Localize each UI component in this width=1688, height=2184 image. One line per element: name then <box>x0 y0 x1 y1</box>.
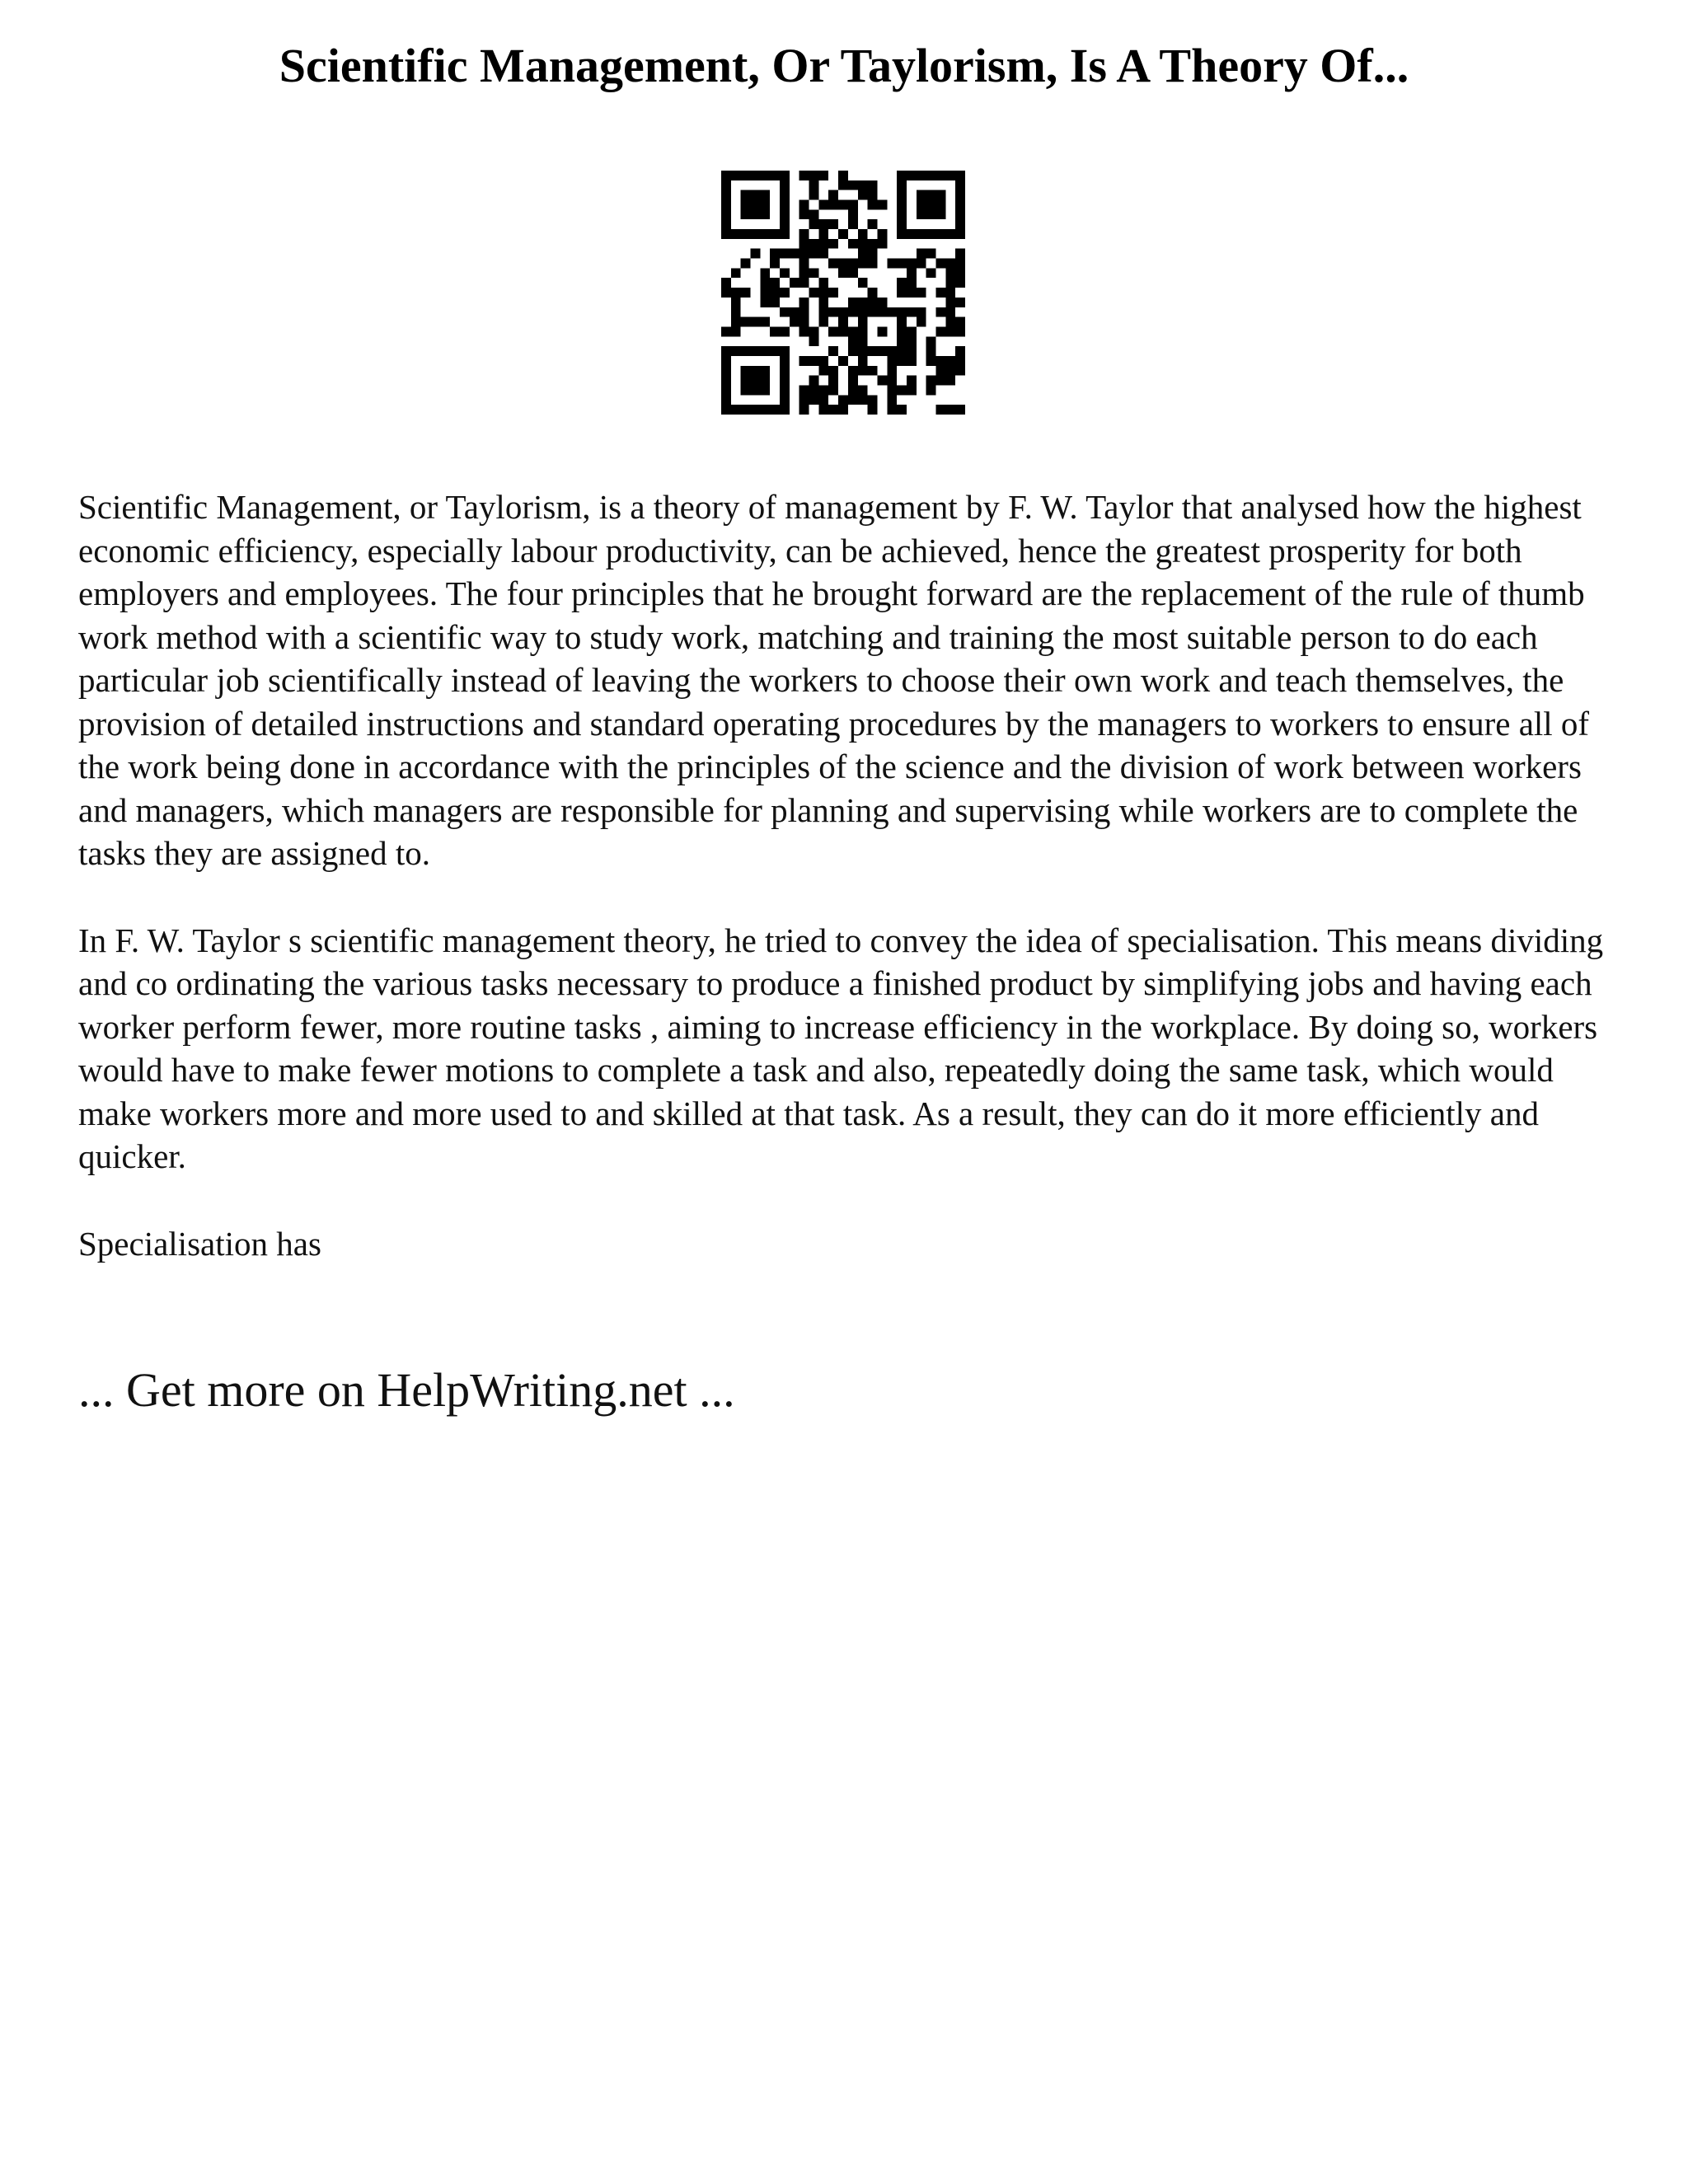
paragraph-specialisation: In F. W. Taylor s scientific management theory, he tried to convey the idea of specialisation. This means dividing and co ordinating the various tasks necessary to produce a finished product by simplifying jobs and having each worker perform fewer, more routine tasks , aiming to increase efficiency in the workplace. By doing so, workers would have to make fewer motions to complete a task and also, repeatedly doing the same task, which would make workers more and more used to and skilled at that task. As a result, they can do it more efficiently and quicker. <box>78 921 1604 1175</box>
article-body <box>78 485 1611 1309</box>
paragraph-intro: Scientific Management, or Taylorism, is a theory of management by F. W. Taylor that analysed how the highest economic efficiency, especially labour productivity, can be achieved, hence the greatest prosperity for both employers and employees. The four principles that he brought forward are the replacement of the rule of thumb work method with a scientific way to study work, matching and training the most suitable person to do each particular job scientifically instead of leaving the workers to choose their own work and teach themselves, the provision of detailed instructions and standard operating procedures by the managers to workers to ensure all of the work being done in accordance with the principles of the science and the division of work between workers and managers, which managers are responsible for planning and supervising while workers are to complete the tasks they are assigned to. <box>78 488 1590 872</box>
page-title: Scientific Management, Or Taylorism, Is A Theory Of... <box>279 39 1409 92</box>
paragraph-truncated: Specialisation has <box>78 1224 321 1263</box>
get-more-link[interactable]: ... Get more on HelpWriting.net ... <box>78 1363 735 1417</box>
qr-code-icon <box>721 171 965 415</box>
